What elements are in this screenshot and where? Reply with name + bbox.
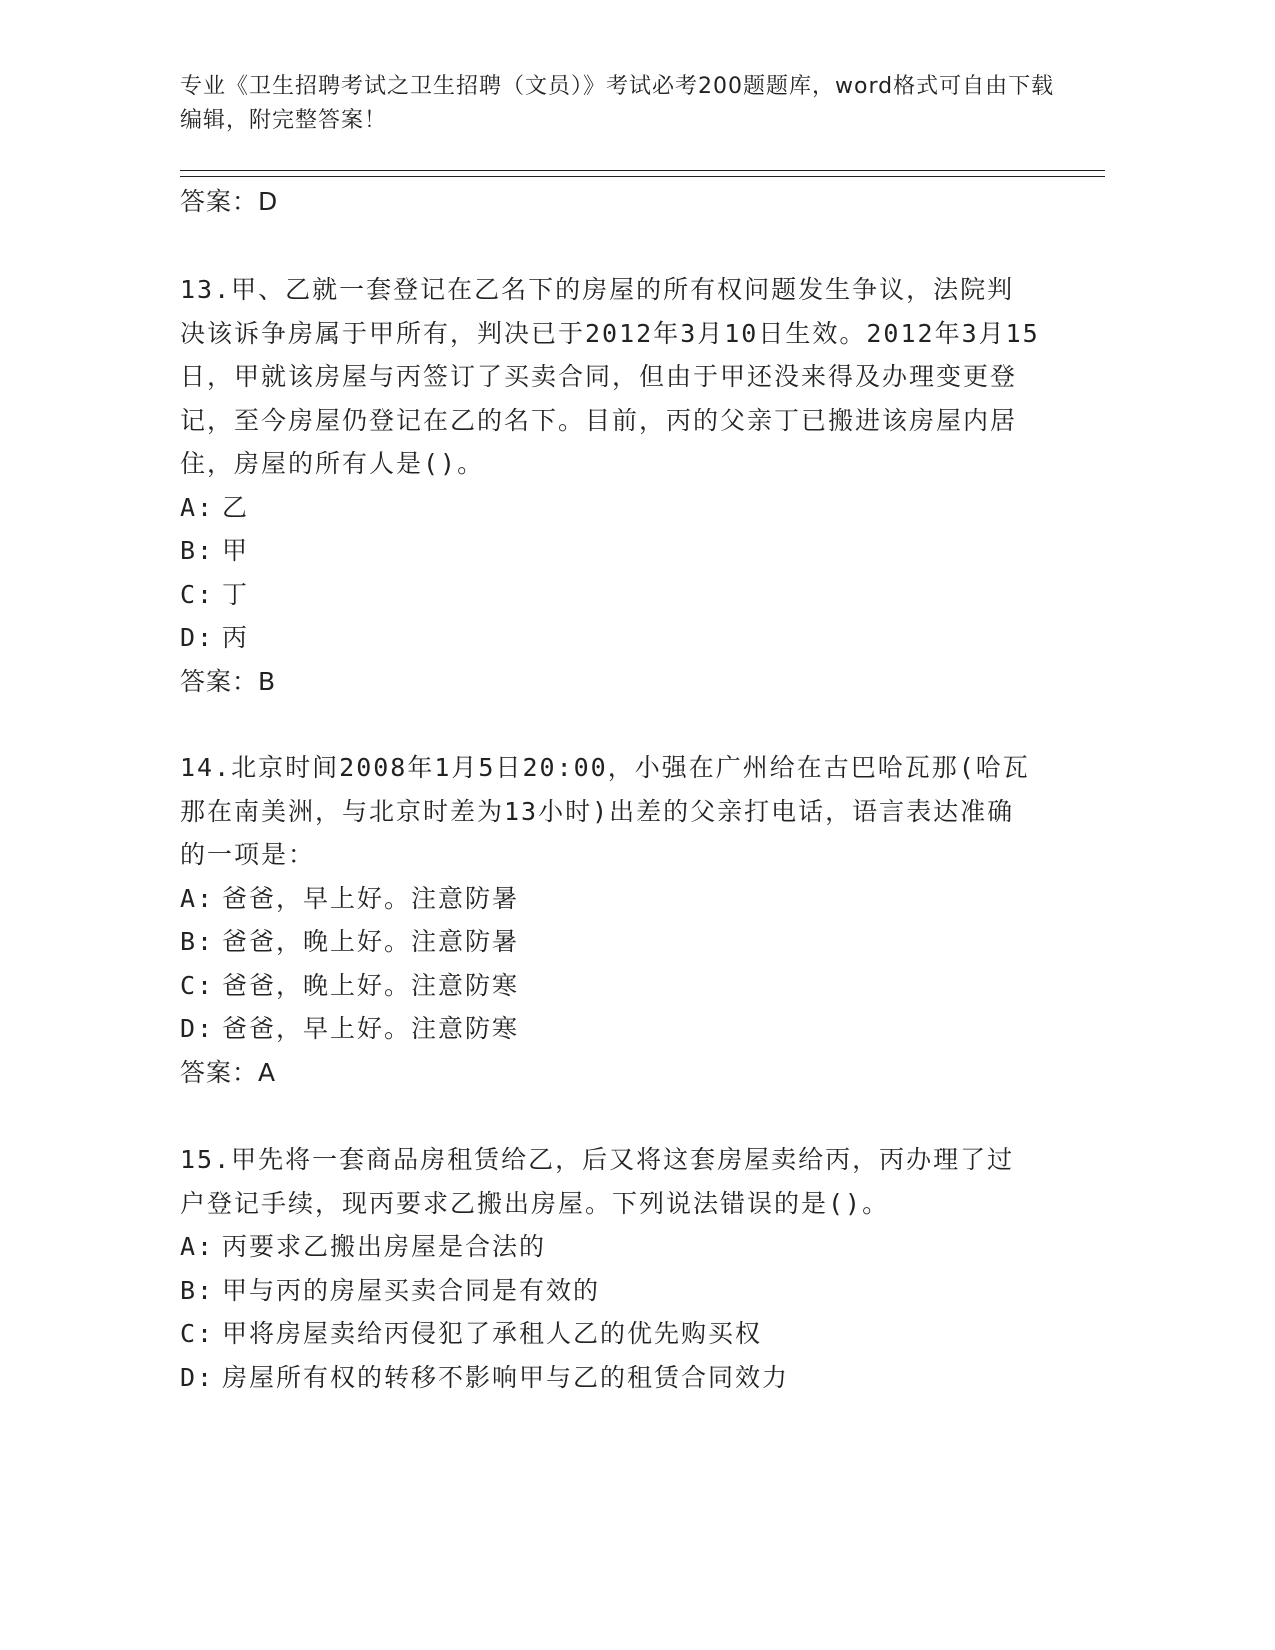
option-a — [180, 877, 1040, 921]
option-text: 甲 — [222, 536, 250, 565]
document-header: 专业《卫生招聘考试之卫生招聘（文员）》考试必考200题题库，word格式可自由下载编辑，附完整答案！ — [180, 74, 1055, 133]
answer: 答案：A — [180, 1057, 277, 1087]
option-b — [180, 1269, 1040, 1313]
answer: 答案：B — [180, 666, 277, 696]
option-a — [180, 486, 1040, 530]
question-text: 15.甲先将一套商品房租赁给乙，后又将这套房屋卖给丙，丙办理了过户登记手续，现丙要求乙搬出房屋。下列说法错误的是()。 — [180, 1145, 1015, 1218]
option-text: 乙 — [222, 492, 250, 522]
question-15 — [180, 1138, 1040, 1399]
option-letter: B: — [180, 927, 215, 956]
option-text: 丙 — [222, 623, 250, 652]
question-13 — [180, 268, 1040, 704]
header-divider-bottom — [180, 176, 1105, 177]
option-text: 丙要求乙搬出房屋是合法的 — [222, 1232, 547, 1261]
option-text: 房屋所有权的转移不影响甲与乙的租赁合同效力 — [222, 1362, 790, 1392]
option-a — [180, 1225, 1040, 1269]
option-text: 丁 — [222, 579, 250, 609]
previous-answer: 答案：D — [180, 187, 279, 216]
option-c — [180, 573, 1040, 617]
option-text: 爸爸，早上好。注意防寒 — [222, 1014, 520, 1043]
option-letter: C: — [180, 970, 215, 1000]
option-c — [180, 964, 1040, 1008]
option-d — [180, 1356, 1040, 1400]
option-text: 爸爸，晚上好。注意防寒 — [222, 970, 520, 1000]
option-letter: A: — [180, 1232, 215, 1261]
option-letter: A: — [180, 492, 215, 522]
option-c — [180, 1312, 1040, 1356]
option-d — [180, 616, 1040, 660]
option-letter: D: — [180, 1362, 215, 1392]
header-divider-top — [180, 170, 1105, 171]
option-letter: C: — [180, 579, 215, 609]
option-b — [180, 529, 1040, 573]
previous-answer-block — [180, 180, 1040, 224]
option-d — [180, 1007, 1040, 1051]
option-letter: A: — [180, 883, 215, 913]
option-text: 甲将房屋卖给丙侵犯了承租人乙的优先购买权 — [222, 1319, 763, 1348]
option-letter: C: — [180, 1319, 215, 1348]
question-text: 13.甲、乙就一套登记在乙名下的房屋的所有权问题发生争议，法院判决该诉争房属于甲所有，判决已于2012年3月10日生效。2012年3月15日，甲就该房屋与丙签订了买卖合同，但由于甲还没来得及办理变更登记，至今房屋仍登记在乙的名下。目前，丙的父亲丁已搬进该房屋内居住，房屋的所有人是()。 — [180, 275, 1040, 478]
option-letter: D: — [180, 1014, 215, 1043]
option-letter: B: — [180, 536, 215, 565]
option-text: 甲与丙的房屋买卖合同是有效的 — [222, 1275, 601, 1305]
option-letter: B: — [180, 1275, 215, 1305]
option-text: 爸爸，晚上好。注意防暑 — [222, 927, 520, 956]
option-text: 爸爸，早上好。注意防暑 — [222, 883, 520, 913]
option-b — [180, 920, 1040, 964]
question-text: 14.北京时间2008年1月5日20:00，小强在广州给在古巴哈瓦那(哈瓦那在南美洲，与北京时差为13小时)出差的父亲打电话，语言表达准确的一项是： — [180, 753, 1030, 869]
option-letter: D: — [180, 623, 215, 652]
question-14 — [180, 746, 1040, 1095]
